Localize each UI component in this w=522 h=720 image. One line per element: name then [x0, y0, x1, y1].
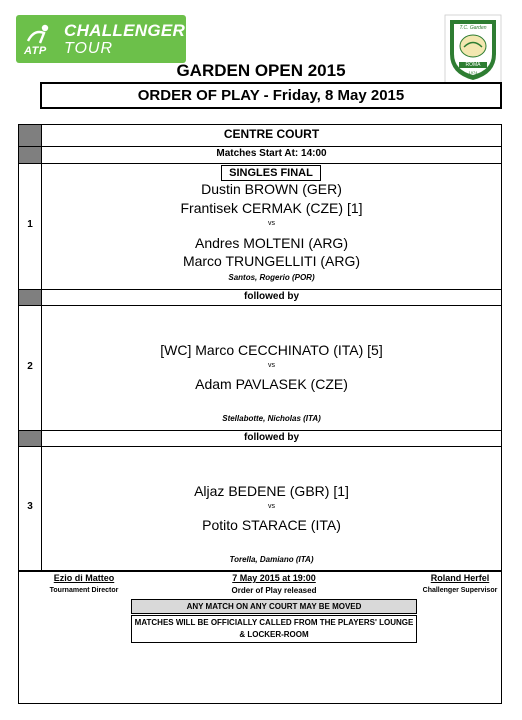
player-name: Potito STARACE (ITA): [202, 517, 341, 533]
row-divider: [19, 289, 501, 290]
followed-by-label: followed by: [244, 291, 299, 302]
release-datetime: 7 May 2015 at 19:00: [232, 573, 316, 583]
followed-by-cell: [19, 430, 42, 446]
match-number: 2: [27, 361, 33, 372]
order-of-play-title: ORDER OF PLAY - Friday, 8 May 2015: [40, 82, 502, 109]
player-name: [WC] Marco CECCHINATO (ITA) [5]: [160, 342, 383, 358]
footer-divider: [19, 570, 501, 572]
club-logo-city: ROMA: [465, 62, 481, 68]
umpire-name: Torella, Damiano (ITA): [229, 555, 314, 564]
tournament-director-block: [19, 573, 149, 594]
followed-by-cell: [19, 289, 42, 305]
release-block: [209, 573, 339, 595]
player-name: Frantisek CERMAK (CZE) [1]: [180, 200, 363, 216]
start-time-cell: [19, 146, 42, 163]
challenger-wordmark: CHALLENGER: [64, 21, 186, 40]
event-title: GARDEN OPEN 2015: [176, 61, 346, 80]
match-number: 1: [27, 219, 33, 230]
followed-by-label: followed by: [244, 432, 299, 443]
versus-label: vs: [268, 503, 275, 510]
row-divider: [19, 305, 501, 306]
supervisor-role: Challenger Supervisor: [422, 587, 498, 594]
supervisor-block: [417, 573, 503, 594]
release-label: Order of Play released: [231, 586, 317, 595]
tour-wordmark: TOUR: [64, 40, 114, 57]
versus-label: vs: [268, 362, 275, 369]
player-name: Adam PAVLASEK (CZE): [195, 376, 348, 392]
player-name: Aljaz BEDENE (GBR) [1]: [194, 483, 349, 499]
match-moved-notice: ANY MATCH ON ANY COURT MAY BE MOVED: [131, 599, 417, 614]
atp-challenger-tour-logo: [16, 15, 186, 63]
row-divider: [19, 163, 501, 164]
row-divider: [19, 446, 501, 447]
start-time: Matches Start At: 14:00: [216, 148, 327, 159]
tournament-director-role: Tournament Director: [49, 587, 119, 594]
schedule-sheet: [18, 124, 502, 704]
atp-wordmark: ATP: [24, 45, 47, 57]
versus-label: vs: [268, 220, 275, 227]
row-divider: [19, 146, 501, 147]
court-header-cell: [19, 125, 42, 146]
club-logo-name: T.C. Garden: [459, 25, 487, 31]
supervisor-name: Roland Herfel: [430, 573, 490, 583]
tournament-director-name: Ezio di Matteo: [53, 573, 115, 583]
player-name: Andres MOLTENI (ARG): [195, 235, 348, 251]
club-logo-year: 1974: [468, 70, 478, 75]
player-name: Dustin BROWN (GER): [201, 181, 342, 197]
match-number-cell: [19, 163, 42, 289]
match-call-notice: MATCHES WILL BE OFFICIALLY CALLED FROM THE PLAYERS' LOUNGE & LOCKER-ROOM: [131, 615, 417, 643]
round-label: SINGLES FINAL: [221, 165, 321, 181]
umpire-name: Santos, Rogerio (POR): [228, 273, 315, 282]
row-divider: [19, 430, 501, 431]
match-number-cell: [19, 305, 42, 430]
umpire-name: Stellabotte, Nicholas (ITA): [222, 414, 321, 423]
tennis-player-icon: [26, 23, 52, 45]
match-number-cell: [19, 446, 42, 570]
court-name: CENTRE COURT: [223, 127, 320, 141]
player-name: Marco TRUNGELLITI (ARG): [182, 253, 361, 269]
match-number: 3: [27, 501, 33, 512]
